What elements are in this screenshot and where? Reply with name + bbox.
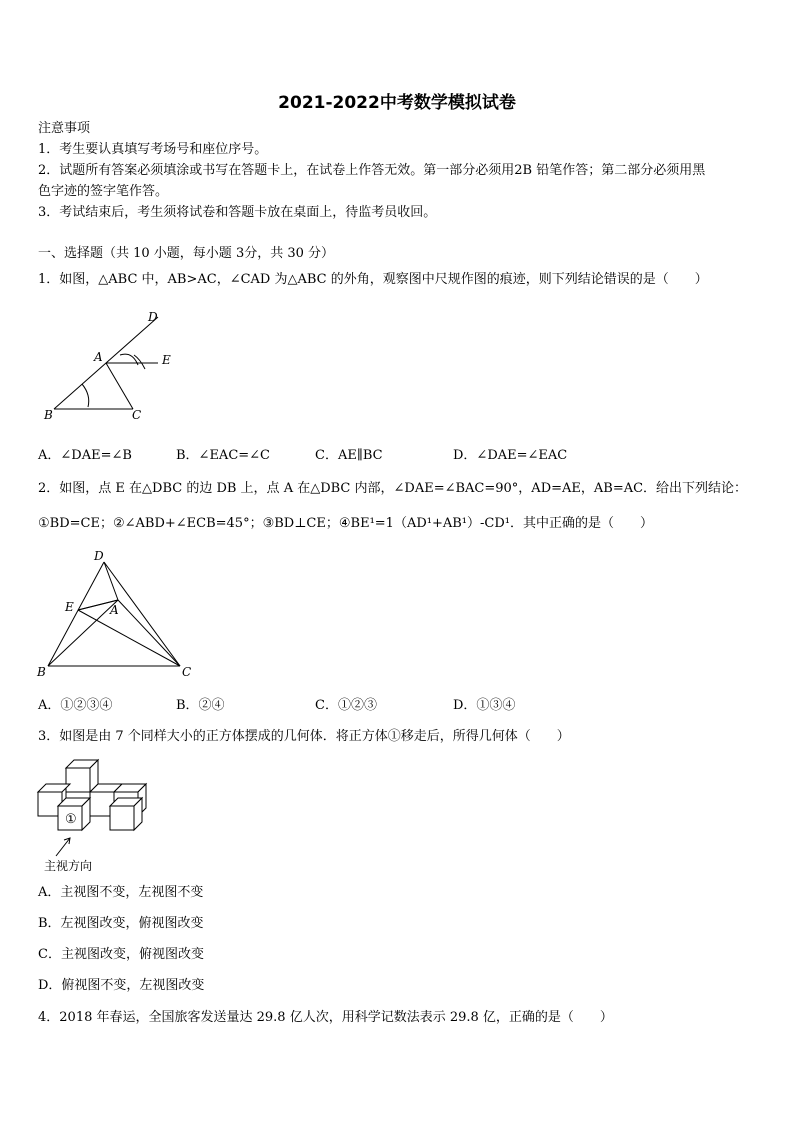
q2-figure	[34, 548, 204, 680]
q2-option-b: B．②④	[176, 698, 225, 713]
view-direction-arrow-icon	[56, 838, 70, 856]
q3-option-b: B．左视图改变，俯视图改变	[38, 916, 204, 931]
page-title: 2021-2022中考数学模拟试卷	[278, 93, 516, 113]
q1-option-a: A．∠DAE=∠B	[38, 448, 132, 463]
q2-option-a: A．①②③④	[38, 698, 113, 713]
q1-label-E: E	[162, 353, 171, 367]
section-heading: 一、选择题（共 10 小题，每小题 3分，共 30 分）	[38, 246, 335, 261]
q2-option-d: D．①③④	[453, 698, 516, 713]
notice-item-1: 1．考生要认真填写考场号和座位序号。	[38, 142, 268, 157]
q3-option-a: A．主视图不变，左视图不变	[38, 885, 204, 900]
q3-option-c: C．主视图改变，俯视图改变	[38, 947, 204, 962]
q2-stem-conclusions: ①BD=CE；②∠ABD+∠ECB=45°；③BD⊥CE；④BE¹=1（AD¹+AB¹）-CD¹．其中正确的是（ ）	[38, 516, 653, 531]
q1-label-D: D	[148, 310, 158, 324]
q3-cube-mark: ①	[65, 812, 77, 827]
q1-label-B: B	[44, 408, 53, 422]
q1-label-C: C	[132, 408, 142, 422]
q2-stem: 2．如图，点 E 在△DBC 的边 DB 上，点 A 在△DBC 内部，∠DAE=∠BAC=90°，AD=AE，AB=AC．给出下列结论：	[38, 481, 748, 496]
q3-option-d: D．俯视图不变，左视图改变	[38, 978, 205, 993]
q1-stem: 1．如图，△ABC 中，AB>AC，∠CAD 为△ABC 的外角，观察图中尺规作图的痕迹，则下列结论错误的是（ ）	[38, 272, 708, 287]
q1-option-d: D．∠DAE=∠EAC	[453, 448, 568, 463]
q2-label-D: D	[94, 549, 104, 563]
q3-caption: 主视方向	[44, 859, 93, 873]
notice-heading: 注意事项	[38, 121, 91, 136]
q3-figure	[34, 758, 164, 876]
q1-option-c: C．AE∥BC	[315, 448, 383, 463]
notice-item-2-cont: 色字迹的签字笔作答。	[38, 184, 169, 199]
q4-stem: 4．2018 年春运，全国旅客发送量达 29.8 亿人次，用科学记数法表示 29.8 亿，正确的是（ ）	[38, 1010, 613, 1025]
q2-label-B: B	[37, 665, 46, 679]
q2-label-A: A	[110, 603, 119, 617]
q3-stem: 3．如图是由 7 个同样大小的正方体摆成的几何体．将正方体①移走后，所得几何体（ ）	[38, 729, 570, 744]
q2-label-E: E	[65, 600, 74, 614]
q1-option-b: B．∠EAC=∠C	[176, 448, 271, 463]
q2-option-c: C．①②③	[315, 698, 377, 713]
q1-label-A: A	[94, 350, 103, 364]
q2-label-C: C	[182, 665, 192, 679]
q1-figure	[36, 305, 186, 423]
notice-item-2: 2．试题所有答案必须填涂或书写在答题卡上，在试卷上作答无效。第一部分必须用2B 铅笔作答；第二部分必须用黑	[38, 163, 706, 178]
notice-item-3: 3．考试结束后，考生须将试卷和答题卡放在桌面上，待监考员收回。	[38, 205, 437, 220]
